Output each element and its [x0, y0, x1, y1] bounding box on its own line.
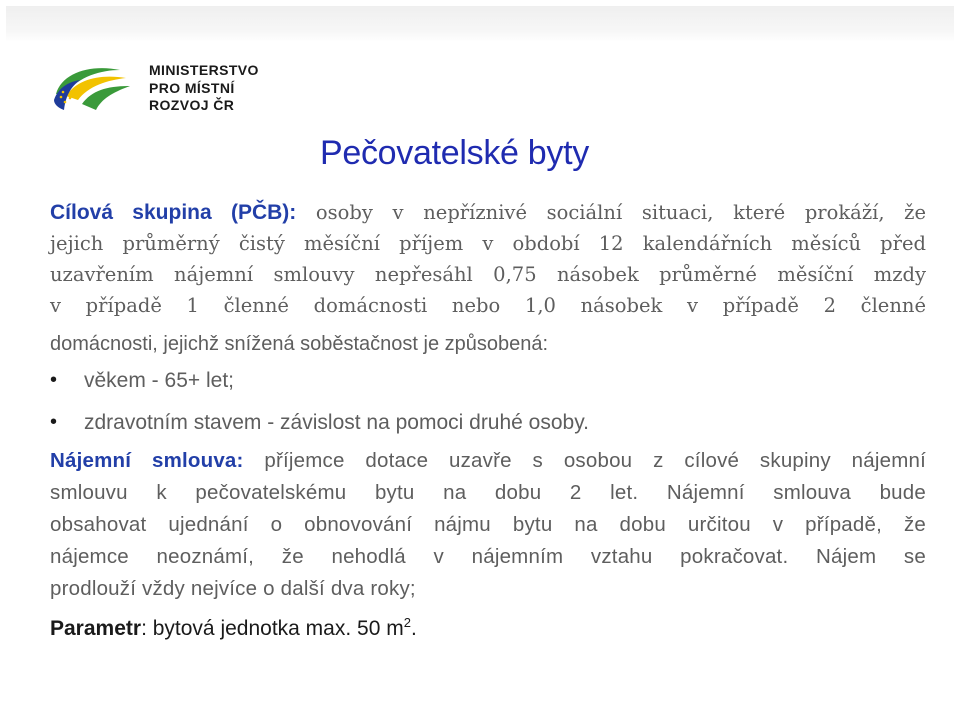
bullet-item-health: zdravotním stavem - závislost na pomoci druhé osoby. — [84, 411, 589, 434]
target-group-label: Cílová skupina (PČB): — [50, 201, 297, 224]
page-title: Pečovatelské byty — [320, 134, 589, 172]
target-group-line2: jejich průměrný čistý měsíční příjem v období 12 kalendářních měsíců před — [50, 232, 926, 255]
parameter-line — [50, 616, 417, 642]
top-decorative-bar — [6, 6, 954, 42]
lease-line1 — [50, 448, 926, 474]
lease-line3: obsahovat ujednání o obnovování nájmu bytu na dobu určitou v případě, že — [50, 513, 926, 536]
parameter-label: Parametr — [50, 617, 142, 640]
target-group-text1: osoby v nepříznivé sociální situaci, které prokáží, že — [315, 201, 926, 224]
ministry-name-line2: PRO MÍSTNÍ — [149, 79, 235, 96]
ministry-name-line3: ROZVOJ ČR — [149, 97, 235, 113]
bullet-symbol: • — [50, 369, 58, 391]
target-group-line3: uzavřením nájemní smlouvy nepřesáhl 0,75 násobek průměrné měsíční mzdy — [50, 263, 926, 286]
parameter-end: . — [410, 617, 417, 640]
lease-line4: nájemce neoznámí, že nehodlá v nájemním vztahu pokračovat. Nájem se — [50, 545, 926, 568]
target-group-line4: v případě 1 členné domácnosti nebo 1,0 násobek v případě 2 členné — [50, 294, 926, 317]
ministry-name-line1: MINISTERSTVO — [149, 62, 259, 78]
bullet-item-age: věkem - 65+ let; — [84, 369, 234, 392]
lease-line5: prodlouží vždy nejvíce o další dva roky; — [50, 577, 416, 600]
parameter-text: : bytová jednotka max. 50 m — [141, 617, 404, 640]
ministry-logo — [52, 62, 272, 116]
target-group-line1 — [50, 200, 926, 226]
lease-label: Nájemní smlouva: — [50, 449, 244, 472]
ministry-name — [149, 62, 259, 115]
mmr-emblem-icon — [52, 64, 132, 112]
lease-line2: smlouvu k pečovatelskému bytu na dobu 2 let. Nájemní smlouva bude — [50, 481, 926, 504]
target-group-line5: domácnosti, jejichž snížená soběstačnost je způsobená: — [50, 333, 549, 355]
lease-text1: příjemce dotace uzavře s osobou z cílové skupiny nájemní — [264, 449, 926, 472]
bullet-symbol: • — [50, 411, 58, 433]
parameter-superscript: 2 — [403, 615, 411, 630]
